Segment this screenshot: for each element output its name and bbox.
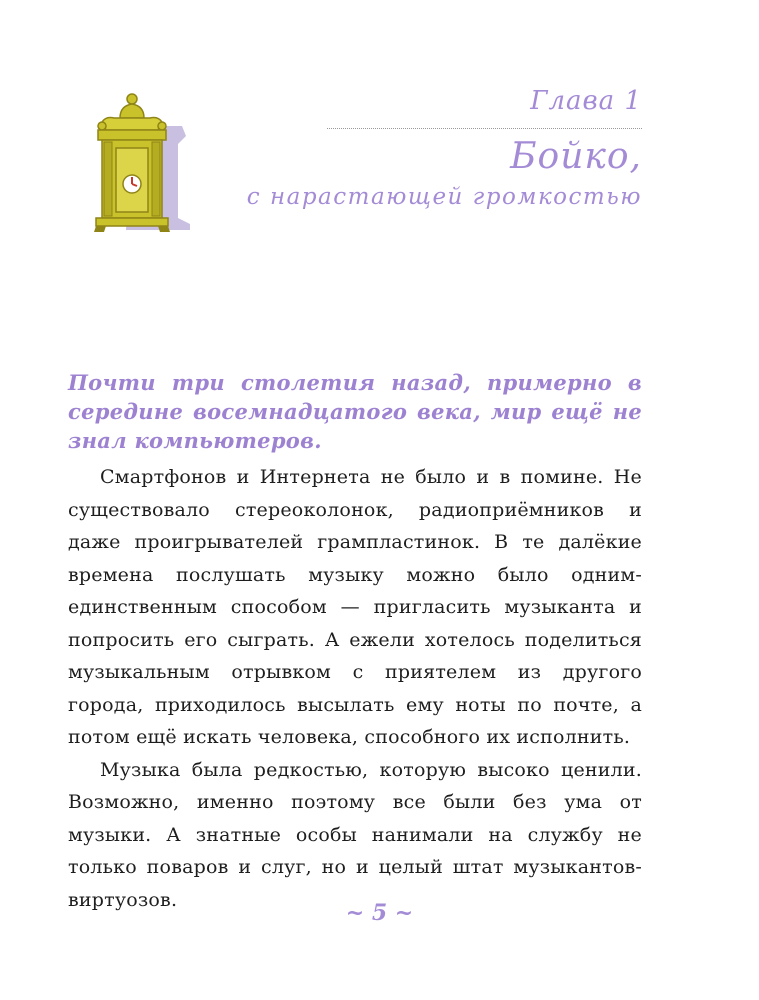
chapter-subtitle: с нарастающей громкостью xyxy=(246,184,642,210)
body-paragraph-1: Смартфонов и Интернета не было и в помине. Не существовало стереоколонок, радиоприёмников и даже проигрывателей грампластинок. В те далёкие времена послушать музыку можно было одним-единственным способом — пригласить музыканта и попросить его сыграть. А ежели хотелось поделиться музыкальным отрывком с приятелем из другого города, приходилось высылать ему ноты по почте, а потом ещё искать человека, способного их исполнить. xyxy=(68,466,642,748)
clock-top xyxy=(102,118,162,131)
clock-crown xyxy=(120,104,144,118)
chapter-title: Бойко, xyxy=(510,136,642,177)
clock-finial xyxy=(127,94,137,104)
clock-cornice xyxy=(98,130,166,140)
chapter-label: Глава 1 xyxy=(530,86,642,116)
body-paragraph-2: Музыка была редкостью, которую высоко ценили. Возможно, именно поэтому все были без ума от музыки. А знатные особы нанимали на службу не только поваров и слуг, но и целый штат музыкантов-виртуозов. xyxy=(68,758,642,911)
body-text xyxy=(68,461,642,916)
clock-base xyxy=(96,218,168,226)
mantel-clock-icon xyxy=(86,92,196,234)
page-number: ~ 5 ~ xyxy=(345,900,414,926)
lead-paragraph: Почти три столетия назад, примерно в середине восемнадцатого века, мир ещё не знал компьютеров. xyxy=(68,370,642,453)
chapter-divider xyxy=(327,128,642,129)
